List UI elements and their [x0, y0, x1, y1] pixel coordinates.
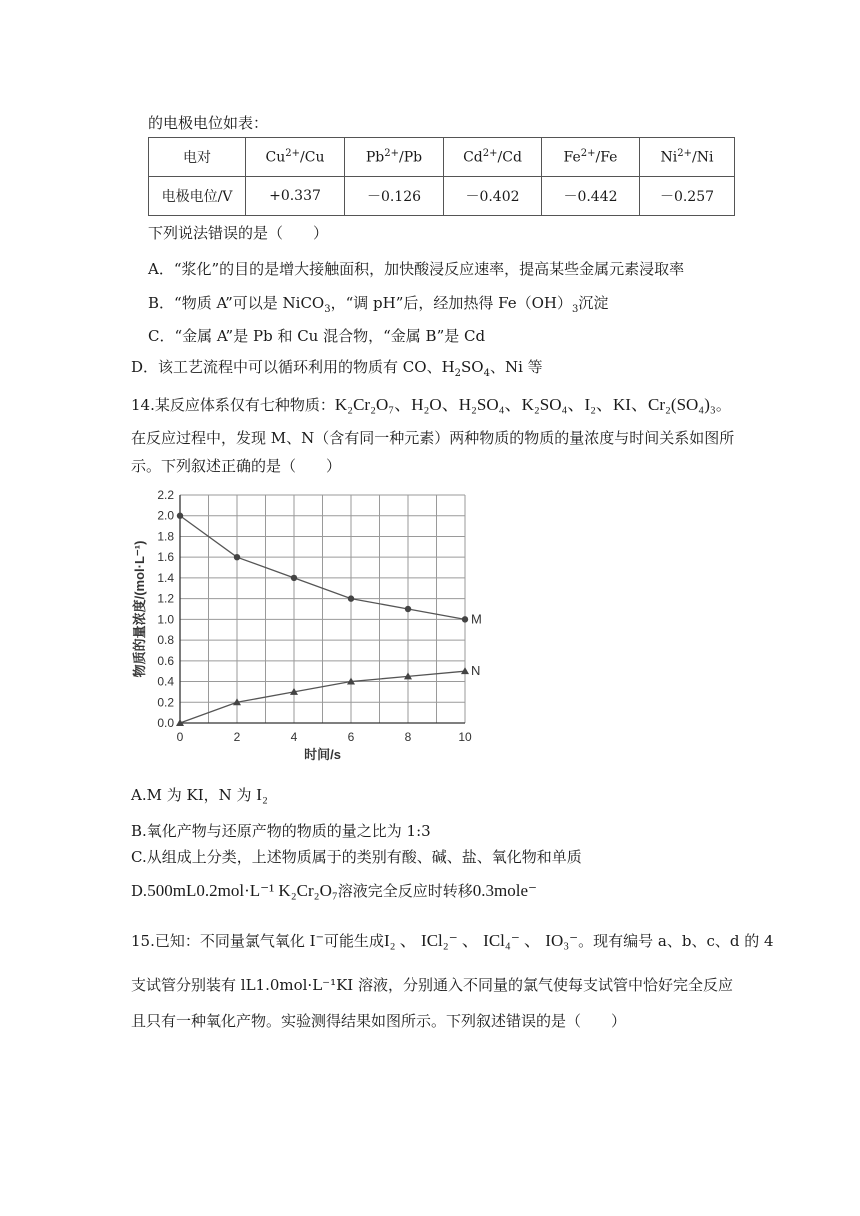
series-label-N: N — [471, 663, 481, 679]
data-point-N — [461, 667, 469, 674]
q13-option-c: C．“金属 A”是 Pb 和 Cu 混合物，“金属 B”是 Cd — [148, 327, 486, 345]
y-axis-label: 物质的量浓度/(mol·L⁻¹) — [132, 540, 147, 678]
concentration-time-chart — [120, 478, 500, 768]
table-header-potential: 电极电位/V — [149, 177, 246, 216]
q13-stem: 下列说法错误的是（ ） — [148, 224, 329, 242]
intro-line: 的电极电位如表： — [148, 114, 269, 132]
y-tick-label: 1.0 — [157, 612, 174, 627]
y-tick-label: 0.0 — [157, 716, 174, 730]
q14-option-a: A.M 为 KI，N 为 I₂ — [131, 785, 268, 804]
q15-line3: 且只有一种氧化产物。实验测得结果如图所示。下列叙述错误的是（ ） — [131, 1012, 627, 1030]
series-label-M: M — [471, 611, 482, 627]
y-tick-label: 0.2 — [157, 695, 174, 710]
table-cell-potential: －0.402 — [444, 177, 542, 216]
x-tick-label: 8 — [404, 730, 412, 744]
table-cell-couple: $Cd^{2+}/Cd$ — [444, 138, 542, 177]
data-point-M — [348, 595, 354, 601]
q13-option-d: D．该工艺流程中可以循环利用的物质有 CO、$H_2SO_4$、Ni 等 — [131, 358, 543, 379]
y-tick-label: 1.6 — [157, 550, 174, 565]
table-row — [149, 177, 735, 216]
table-header-couple: 电对 — [149, 138, 246, 177]
q15-line2: 支试管分别装有 lL1.0mol·L⁻¹KI 溶液，分别通入不同量的氯气使每支试管中恰好完全反应 — [131, 976, 733, 994]
y-tick-label: 1.8 — [157, 529, 174, 544]
data-point-M — [177, 513, 183, 519]
q14-stem-line3: 示。下列叙述正确的是（ ） — [131, 457, 342, 475]
table-cell-couple: $Pb^{2+}/Pb$ — [345, 138, 444, 177]
x-tick-label: 6 — [347, 730, 355, 744]
data-point-M — [405, 606, 411, 612]
q14-stem-line1: 14.某反应体系仅有七种物质：K₂Cr₂O₇、H₂O、H₂SO₄、K₂SO₄、I₂、KI、Cr₂(SO₄)₃。 — [131, 395, 731, 414]
y-tick-label: 1.4 — [157, 570, 174, 585]
data-point-M — [462, 616, 468, 622]
y-tick-label: 1.2 — [157, 591, 174, 606]
q14-stem-line2: 在反应过程中，发现 M、N（含有同一种元素）两种物质的物质的量浓度与时间关系如图所 — [131, 429, 735, 447]
q14-option-b: B.氧化产物与还原产物的物质的量之比为 1:3 — [131, 822, 431, 840]
table-cell-potential: +0.337 — [246, 177, 345, 216]
q15-line1: 15.已知：不同量氯气氧化 I−可能生成I₂ 、 ICl₂⁻ 、 ICl₄⁻ 、 IO₃⁻。现有编号 a、b、c、d 的 4 — [131, 931, 774, 950]
q13-option-b: B．“物质 A”可以是 NiCO$_3$，“调 pH”后，经加热得 $Fe(OH)_3$沉淀 — [148, 294, 609, 315]
table-cell-couple: $Ni^{2+}/Ni$ — [640, 138, 735, 177]
x-tick-label: 0 — [176, 730, 184, 744]
table-cell-potential: －0.442 — [542, 177, 640, 216]
x-tick-label: 2 — [233, 730, 241, 744]
table-cell-couple: $Fe^{2+}/Fe$ — [542, 138, 640, 177]
y-tick-label: 2.2 — [157, 488, 174, 502]
species-list: K₂Cr₂O₇、H₂O、H₂SO₄、K₂SO₄、I₂、KI、Cr₂(SO₄)₃ — [334, 395, 716, 414]
y-tick-label: 2.0 — [157, 508, 174, 523]
x-axis-label: 时间/s — [304, 747, 341, 762]
table-cell-couple: $Cu^{2+}/Cu$ — [246, 138, 345, 177]
y-tick-label: 0.6 — [157, 653, 174, 668]
x-tick-label: 10 — [458, 730, 472, 744]
table-cell-potential: －0.257 — [640, 177, 735, 216]
y-tick-label: 0.4 — [157, 674, 174, 689]
electrode-potential-table — [148, 137, 735, 216]
data-point-M — [234, 554, 240, 560]
q14-option-d: D.500mL0.2mol·L⁻¹ K₂Cr₂O₇溶液完全反应时转移0.3mole⁻ — [131, 881, 538, 900]
q14-option-c: C.从组成上分类，上述物质属于的类别有酸、碱、盐、氧化物和单质 — [131, 848, 582, 866]
x-tick-label: 4 — [290, 730, 298, 744]
data-point-M — [291, 575, 297, 581]
y-tick-label: 0.8 — [157, 633, 174, 648]
table-cell-potential: －0.126 — [345, 177, 444, 216]
q13-option-a: A．“浆化”的目的是增大接触面积，加快酸浸反应速率，提高某些金属元素浸取率 — [148, 260, 685, 278]
table-row — [149, 138, 735, 177]
